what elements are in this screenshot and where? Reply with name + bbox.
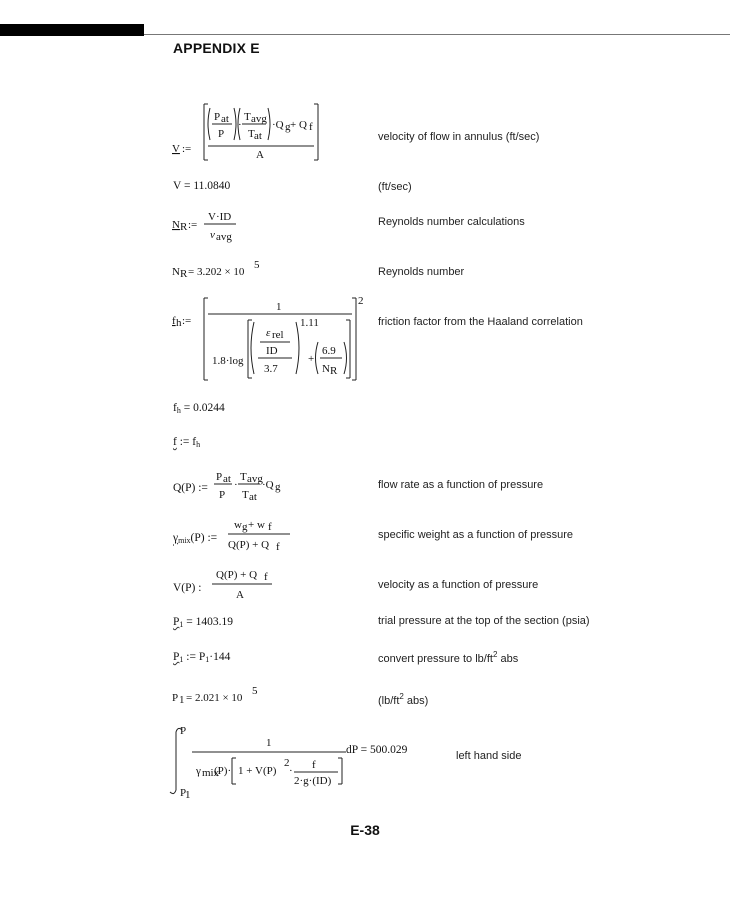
svg-text:f: f (264, 571, 268, 583)
svg-text:(P)·: (P)· (214, 765, 232, 777)
svg-text:·: · (234, 479, 238, 491)
convert-pressure-description: convert pressure to $lb/ft^2$ abs (378, 650, 519, 665)
velocity-unit: (ft/sec) (378, 181, 412, 193)
svg-text:R: R (180, 221, 188, 233)
svg-text:f: f (268, 521, 272, 533)
svg-text:P: P (180, 725, 187, 737)
svg-text:R: R (180, 268, 188, 280)
svg-text:N: N (322, 363, 330, 375)
svg-text:h: h (176, 317, 182, 329)
svg-text::=: := (182, 143, 192, 155)
svg-text:3.7: 3.7 (264, 363, 278, 375)
svg-text:V: V (172, 143, 180, 155)
svg-text:f: f (276, 541, 280, 553)
velocity-fn-equation (210, 566, 280, 602)
svg-text:P: P (172, 692, 179, 704)
reynolds-value (170, 260, 280, 280)
page-heading: APPENDIX E (173, 40, 260, 56)
svg-text:T: T (240, 471, 247, 483)
svg-text:1: 1 (266, 737, 272, 749)
friction-description: friction factor from the Haaland correlation (378, 316, 583, 328)
svg-text:f: f (172, 315, 176, 327)
svg-text:A: A (236, 589, 244, 601)
svg-text:mix: mix (202, 767, 220, 779)
specific-weight-lhs: $\gamma_{mix}(P)$ := (173, 532, 218, 545)
svg-text:Q(P) + Q: Q(P) + Q (216, 569, 258, 581)
flow-rate-lhs: Q(P) := (173, 482, 208, 494)
svg-text:2: 2 (358, 295, 364, 307)
svg-text:g: g (242, 521, 248, 533)
svg-text:N: N (172, 219, 180, 231)
svg-text:1: 1 (276, 301, 282, 313)
header-rule (144, 34, 730, 35)
svg-text:g: g (275, 481, 281, 493)
velocity-fn-description: velocity as a function of pressure (378, 579, 539, 591)
specific-weight-equation (226, 516, 306, 552)
svg-text:+ Q: + Q (290, 119, 307, 131)
svg-text::=: := (188, 219, 198, 231)
velocity-description: velocity of flow in annulus (ft/sec) (378, 131, 540, 143)
reynolds-number-label: Reynolds number (378, 266, 465, 278)
integral-equation (170, 724, 350, 800)
svg-text:V·ID: V·ID (208, 211, 232, 223)
svg-text:P: P (180, 787, 187, 799)
svg-text:2·g·(ID): 2·g·(ID) (294, 775, 332, 787)
svg-text:1: 1 (185, 789, 191, 801)
svg-text:P: P (218, 128, 225, 140)
svg-text:1 + V(P): 1 + V(P) (238, 765, 277, 777)
svg-text:·: · (289, 765, 293, 777)
svg-text:·Q: ·Q (272, 119, 284, 131)
svg-text:P: P (219, 489, 226, 501)
svg-text:ν: ν (210, 229, 215, 241)
header-bar (0, 24, 144, 36)
svg-text:1: 1 (179, 694, 185, 706)
trial-pressure-description: trial pressure at the top of the section (psia) (378, 615, 590, 627)
flow-rate-description: flow rate as a function of pressure (378, 479, 544, 491)
svg-text:avg: avg (216, 231, 232, 243)
page-number: E-38 (350, 822, 380, 838)
svg-text:Q(P) + Q: Q(P) + Q (228, 539, 270, 551)
svg-text:= 3.202 × 10: = 3.202 × 10 (188, 266, 245, 278)
velocity-fn-lhs: V(P) : (173, 582, 202, 594)
svg-text:f: f (309, 121, 313, 133)
svg-text:γ: γ (196, 765, 201, 777)
convert-pressure-equation: $P_1$ := $P_1\cdot 144$ (173, 651, 231, 664)
friction-value: $f_h = 0.0244$ (173, 402, 225, 415)
svg-text:+: + (308, 353, 315, 365)
svg-text:T: T (244, 111, 251, 123)
svg-text:= 2.021 × 10: = 2.021 × 10 (186, 692, 243, 704)
svg-text:at: at (249, 491, 257, 503)
svg-text:1.11: 1.11 (300, 317, 319, 329)
svg-text:f: f (312, 759, 316, 771)
svg-text:avg: avg (247, 473, 263, 485)
svg-text:T: T (242, 489, 249, 501)
svg-text:5: 5 (254, 259, 260, 271)
svg-text:2: 2 (284, 757, 290, 769)
svg-text:N: N (172, 266, 180, 278)
svg-text:·Q: ·Q (262, 479, 274, 491)
reynolds-equation (170, 208, 250, 244)
svg-text:6.9: 6.9 (322, 345, 336, 357)
svg-text:P: P (216, 471, 223, 483)
integral-result: dP = 500.029 (346, 744, 408, 756)
svg-text:1.8·log: 1.8·log (212, 355, 244, 367)
trial-pressure-value: $P_1 = 1403.19$ (173, 616, 234, 629)
svg-text:P: P (214, 111, 221, 123)
svg-text:at: at (254, 130, 262, 142)
pressure-value (170, 686, 280, 706)
friction-assignment: f := $f_h$ (173, 436, 201, 449)
svg-text:at: at (221, 113, 229, 125)
svg-text:avg: avg (251, 113, 267, 125)
svg-text:A: A (256, 149, 264, 161)
pressure-unit: ($lb/ft^2$ abs) (378, 692, 429, 707)
svg-text:R: R (330, 365, 338, 377)
svg-text:·: · (238, 119, 242, 131)
reynolds-description: Reynolds number calculations (378, 216, 525, 228)
svg-text:w: w (234, 519, 242, 531)
velocity-equation (170, 100, 330, 170)
svg-text:rel: rel (272, 329, 284, 341)
svg-text:T: T (248, 128, 255, 140)
svg-text::=: := (182, 315, 192, 327)
friction-equation (170, 296, 370, 386)
specific-weight-description: specific weight as a function of pressure (378, 529, 574, 541)
svg-text:ε: ε (266, 327, 271, 339)
svg-text:at: at (223, 473, 231, 485)
flow-rate-equation (212, 468, 282, 504)
svg-text:g: g (285, 121, 291, 133)
svg-text:ID: ID (266, 345, 278, 357)
svg-text:5: 5 (252, 685, 258, 697)
velocity-value: V = 11.0840 (173, 180, 231, 192)
integral-description: left hand side (456, 750, 522, 762)
svg-text:+ w: + w (248, 519, 265, 531)
